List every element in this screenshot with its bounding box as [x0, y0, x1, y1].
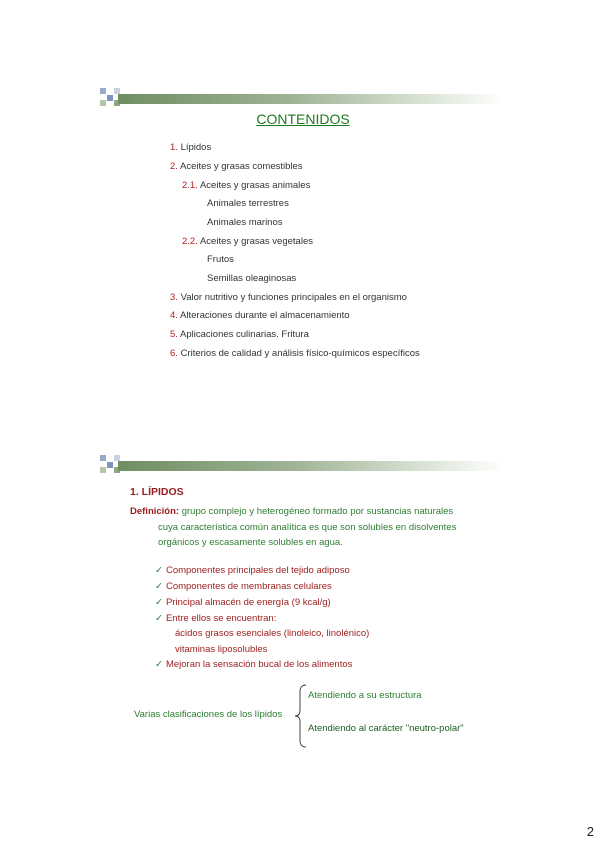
list-item: ✓ Componentes principales del tejido adiposo — [155, 565, 350, 576]
section-title: 1. LÍPIDOS — [130, 486, 184, 498]
check-icon: ✓ — [155, 597, 163, 608]
definition-text: cuya característica común analítica es que son solubles en disolventes — [158, 521, 457, 533]
list-item: ✓ Componentes de membranas celulares — [155, 581, 332, 592]
toc-item: 5. Aplicaciones culinarias. Fritura — [170, 329, 309, 340]
toc-item: 1. Lípidos — [170, 142, 212, 153]
sub-list-item: vitaminas liposolubles — [175, 644, 268, 655]
definition-label: Definición: — [130, 506, 180, 517]
definition-text: grupo complejo y heterogéneo formado por sustancias naturales — [179, 506, 454, 517]
toc-item: 2.2. Aceites y grasas vegetales — [182, 236, 313, 247]
toc-item: 2. Aceites y grasas comestibles — [170, 161, 303, 172]
check-icon: ✓ — [155, 565, 163, 576]
classification-label: Varias clasificaciones de los lípidos — [134, 709, 283, 720]
toc-item: 3. Valor nutritivo y funciones principales en el organismo — [170, 292, 407, 303]
check-icon: ✓ — [155, 613, 163, 624]
definition-text: orgánicos y escasamente solubles en agua. — [158, 537, 343, 548]
toc-item: Animales marinos — [207, 217, 283, 228]
toc-item: 4. Alteraciones durante el almacenamiento — [170, 310, 350, 321]
brace-icon — [294, 684, 308, 748]
sub-list-item: ácidos grasos esenciales (linoleico, linolénico) — [175, 628, 370, 639]
list-item: ✓ Entre ellos se encuentran: — [155, 613, 277, 624]
page-title: CONTENIDOS — [256, 111, 350, 127]
toc-item: Animales terrestres — [207, 198, 289, 209]
header-bar — [118, 461, 504, 471]
classification-option: Atendiendo al carácter "neutro-polar" — [308, 723, 464, 734]
classification-option: Atendiendo a su estructura — [308, 690, 422, 701]
toc-item: 2.1. Aceites y grasas animales — [182, 180, 311, 191]
list-item: ✓ Mejoran la sensación bucal de los alimentos — [155, 659, 353, 670]
toc-item: 6. Criterios de calidad y análisis físico-químicos específicos — [170, 348, 420, 359]
check-icon: ✓ — [155, 581, 163, 592]
page-number: 2 — [586, 824, 594, 839]
list-item: ✓ Principal almacén de energía (9 kcal/g) — [155, 597, 331, 608]
toc-item: Frutos — [207, 254, 234, 265]
toc-item: Semillas oleaginosas — [207, 273, 297, 284]
check-icon: ✓ — [155, 659, 163, 670]
definition-paragraph — [130, 504, 488, 551]
